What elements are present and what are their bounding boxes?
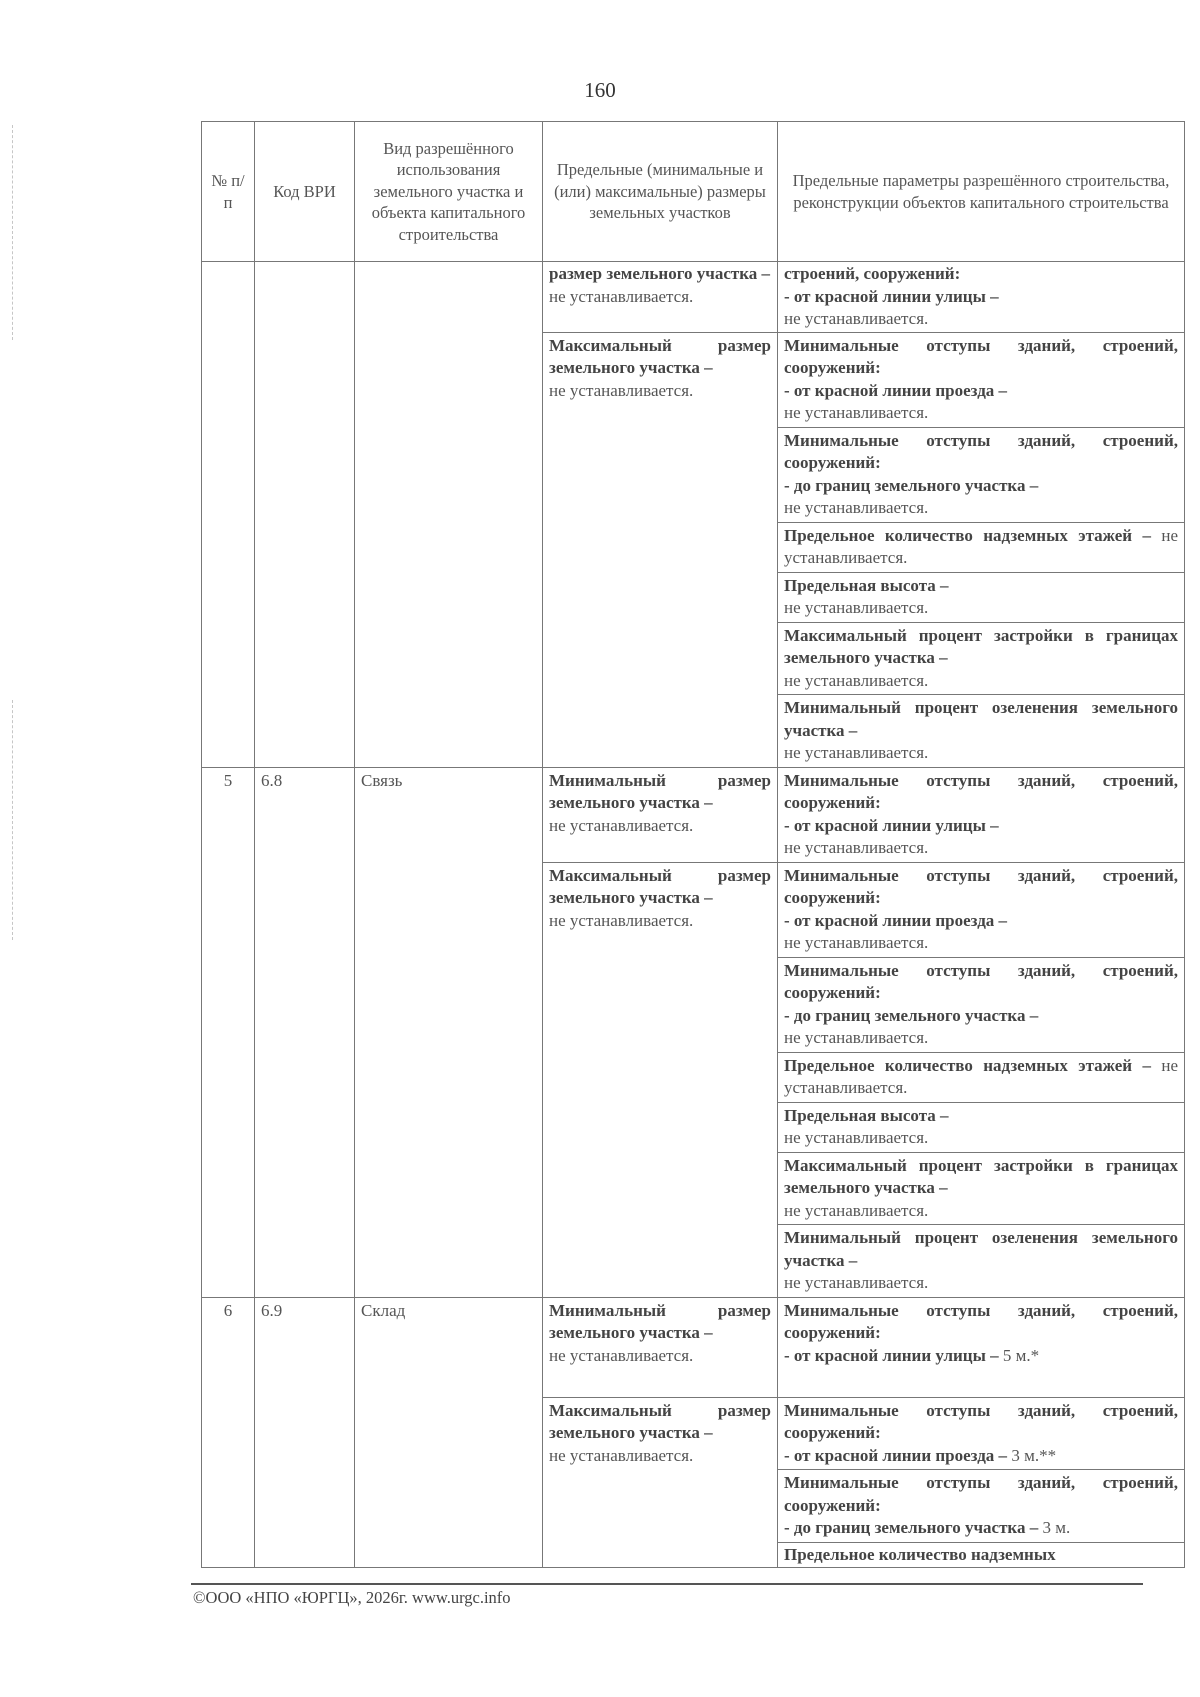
param-offset-passage: Минимальные отступы зданий, строений, сооружений: - от красной линии проезда – не устанавливается. xyxy=(778,862,1185,957)
param-height: Предельная высота – не устанавливается. xyxy=(778,1102,1185,1152)
plot-size-max: Максимальный размер земельного участка – не устанавливается. xyxy=(543,862,778,1297)
param-coverage: Максимальный процент застройки в границах земельного участка – не устанавливается. xyxy=(778,622,1185,695)
scan-edge-mark xyxy=(12,125,13,340)
plot-size-max: Максимальный размер земельного участка – не устанавливается. xyxy=(543,1397,778,1568)
table-header-row xyxy=(202,122,1185,262)
cell-num xyxy=(202,262,255,768)
param-offset-street: Минимальные отступы зданий, строений, сооружений: - от красной линии улицы – 5 м.* xyxy=(778,1297,1185,1397)
plot-size-min: Минимальный размер земельного участка – не устанавливается. xyxy=(543,767,778,862)
cell-num: 6 xyxy=(202,1297,255,1568)
cell-use-type: Связь xyxy=(355,767,543,1297)
param-coverage: Максимальный процент застройки в границах земельного участка – не устанавливается. xyxy=(778,1152,1185,1225)
header-use-type: Вид разрешённого использования земельного участка и объекта капитального строительства xyxy=(355,122,543,262)
page-number: 160 xyxy=(584,78,616,102)
param-offset-boundary: Минимальные отступы зданий, строений, сооружений: - до границ земельного участка – 3 м. xyxy=(778,1470,1185,1543)
param-greening: Минимальный процент озеленения земельного участка – не устанавливается. xyxy=(778,1225,1185,1298)
param-height: Предельная высота – не устанавливается. xyxy=(778,572,1185,622)
param-offset-street: Минимальные отступы зданий, строений, сооружений: - от красной линии улицы – не устанавливается. xyxy=(778,767,1185,862)
param-greening: Минимальный процент озеленения земельного участка – не устанавливается. xyxy=(778,695,1185,768)
param-offset-boundary: Минимальные отступы зданий, строений, сооружений: - до границ земельного участка – не устанавливается. xyxy=(778,957,1185,1052)
header-build-params: Предельные параметры разрешённого строительства, реконструкции объектов капитального строительства xyxy=(778,122,1185,262)
cell-code: 6.9 xyxy=(255,1297,355,1568)
footer-copyright: ©ООО «НПО «ЮРГЦ», 2026г. www.urgc.info xyxy=(193,1588,511,1607)
permitted-use-table xyxy=(201,121,1185,1568)
footer-rule xyxy=(191,1583,1143,1585)
param-offset-street: строений, сооружений: - от красной линии улицы – не устанавливается. xyxy=(778,262,1185,333)
scan-edge-mark xyxy=(12,700,13,940)
param-floors: Предельное количество надземных xyxy=(778,1542,1185,1568)
param-offset-passage: Минимальные отступы зданий, строений, сооружений: - от красной линии проезда – не устанавливается. xyxy=(778,332,1185,427)
plot-size-min: размер земельного участка – не устанавливается. xyxy=(543,262,778,333)
cell-num: 5 xyxy=(202,767,255,1297)
cell-code xyxy=(255,262,355,768)
param-offset-boundary: Минимальные отступы зданий, строений, сооружений: - до границ земельного участка – не устанавливается. xyxy=(778,427,1185,522)
cell-use-type: Склад xyxy=(355,1297,543,1568)
plot-size-max: Максимальный размер земельного участка – не устанавливается. xyxy=(543,332,778,767)
header-code: Код ВРИ xyxy=(255,122,355,262)
param-offset-passage: Минимальные отступы зданий, строений, сооружений: - от красной линии проезда – 3 м.** xyxy=(778,1397,1185,1470)
param-floors: Предельное количество надземных этажей – не устанавливается. xyxy=(778,522,1185,572)
table-row-continued xyxy=(202,262,1185,333)
table-row xyxy=(202,1297,1185,1397)
param-floors: Предельное количество надземных этажей – не устанавливается. xyxy=(778,1052,1185,1102)
header-num: № п/п xyxy=(202,122,255,262)
cell-code: 6.8 xyxy=(255,767,355,1297)
plot-size-min: Минимальный размер земельного участка – не устанавливается. xyxy=(543,1297,778,1397)
table-row xyxy=(202,767,1185,862)
header-plot-sizes: Предельные (минимальные и (или) максимальные) размеры земельных участков xyxy=(543,122,778,262)
cell-use-type xyxy=(355,262,543,768)
